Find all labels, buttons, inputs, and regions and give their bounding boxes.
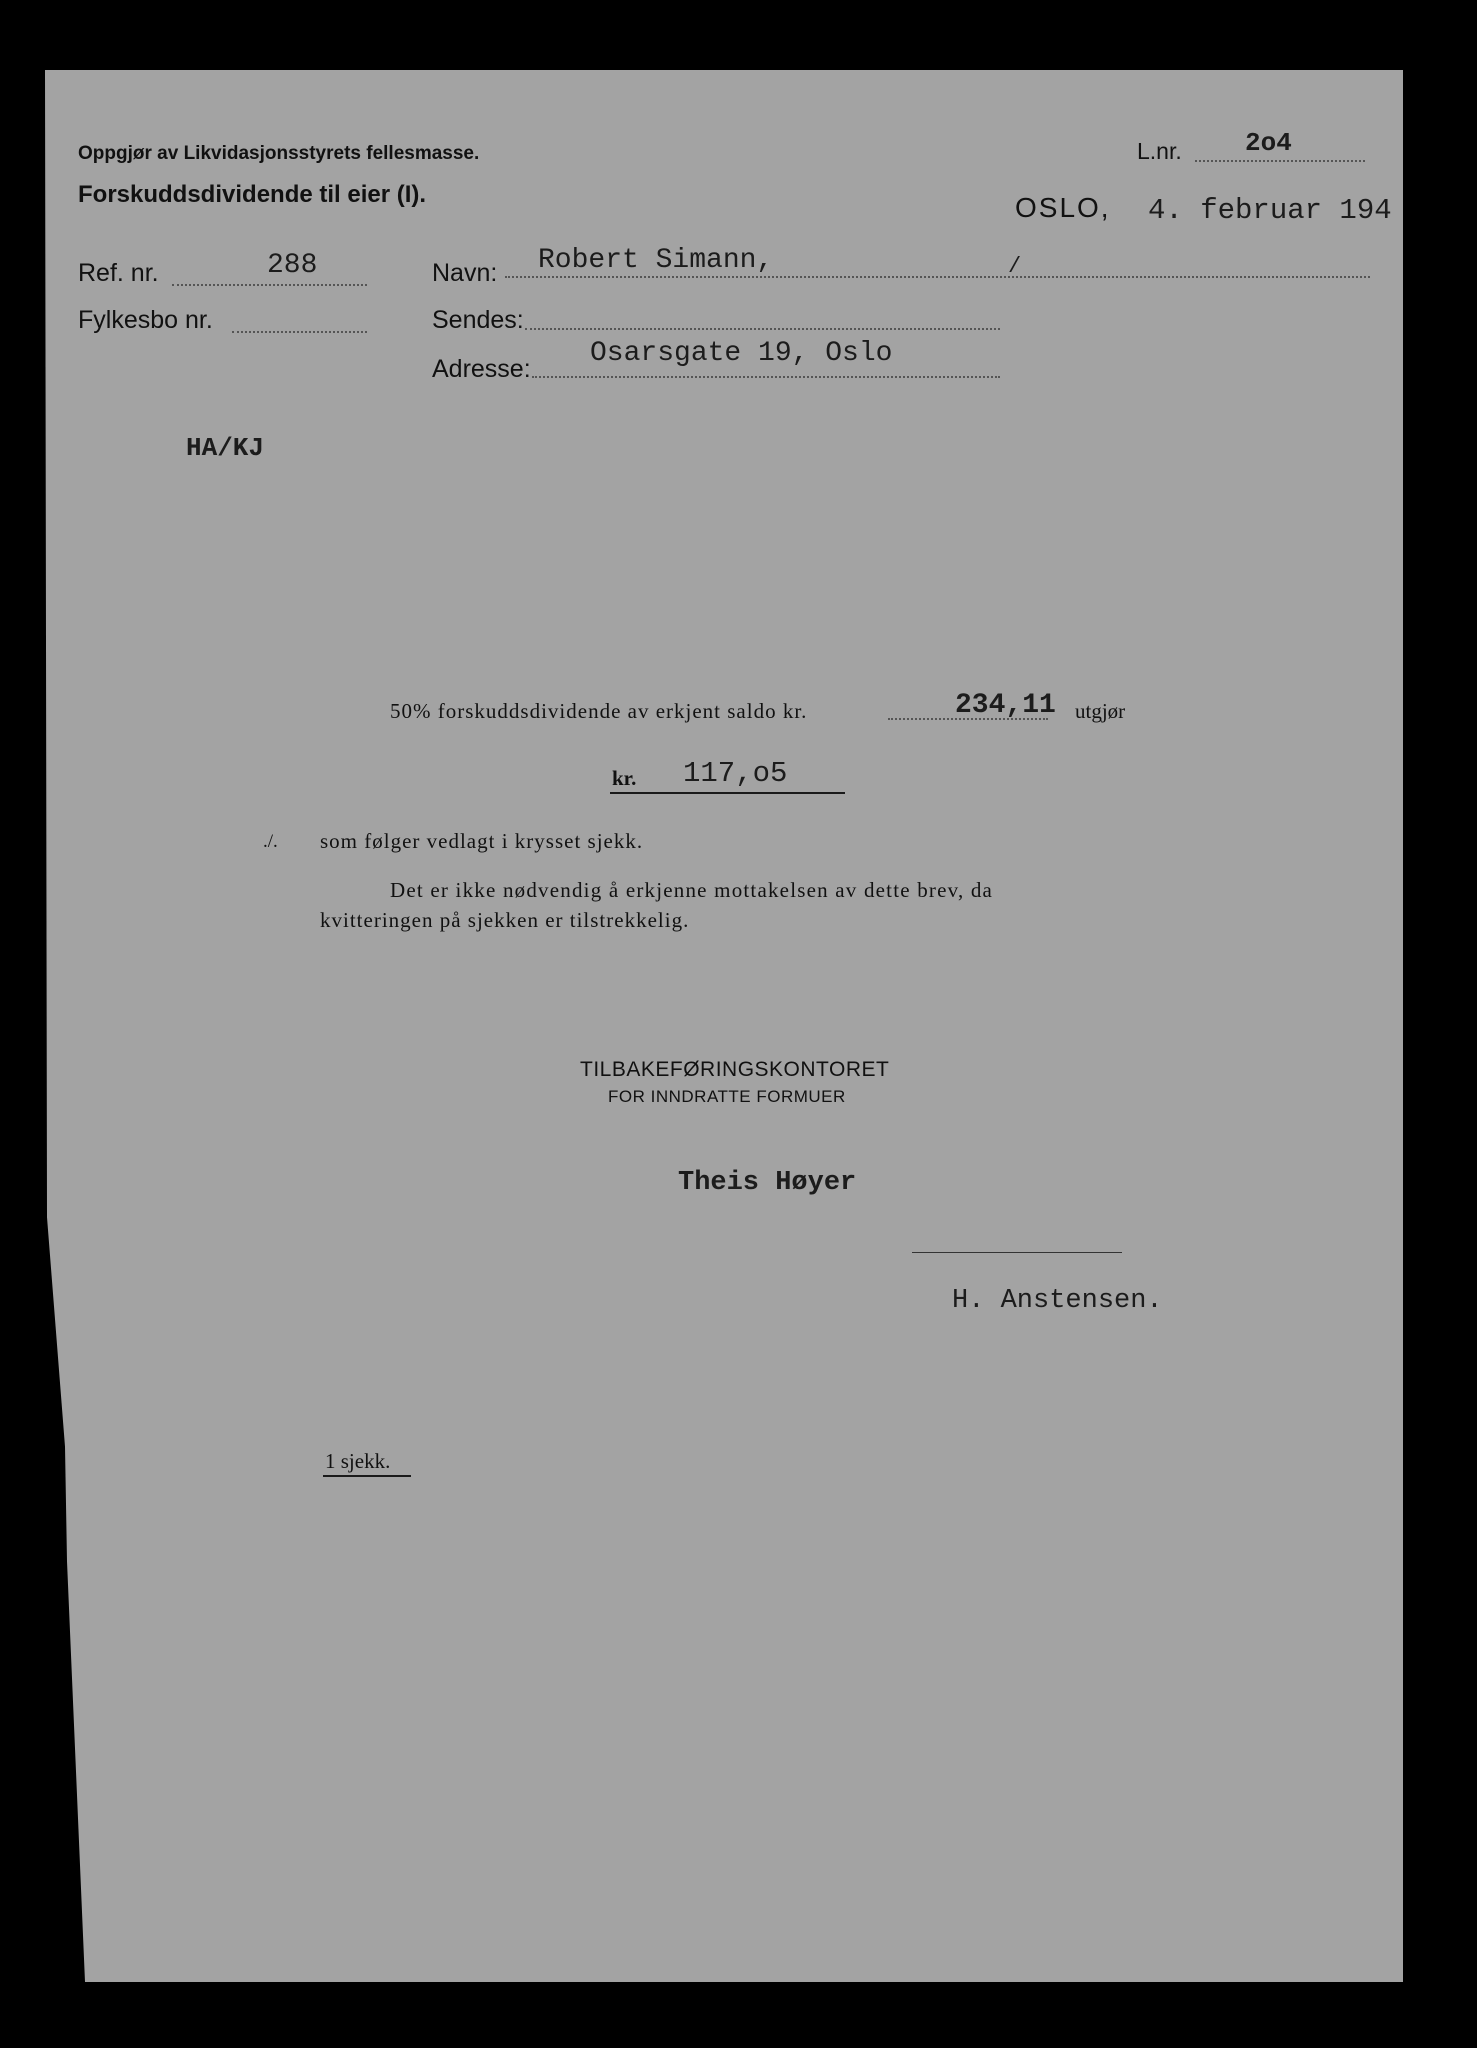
utgjor-label: utgjør: [1075, 699, 1126, 723]
adresse-label: Adresse:: [432, 355, 531, 383]
navn-line: [505, 276, 1370, 278]
sendes-line: [525, 328, 1000, 330]
signature-line: [912, 1252, 1122, 1253]
lnr-line: [1195, 160, 1365, 162]
lnr-label: L.nr.: [1137, 138, 1182, 164]
ref-value: 288: [267, 250, 318, 281]
fylkesbo-label: Fylkesbo nr.: [78, 306, 213, 334]
document-type: Forskuddsdividende til eier (I).: [78, 181, 427, 208]
office-subtitle: FOR INNDRATTE FORMUER: [608, 1087, 846, 1106]
navn-slash: /: [1008, 254, 1022, 279]
city-label: OSLO,: [1015, 192, 1111, 223]
dividend-amount: 117,o5: [683, 757, 788, 790]
navn-label: Navn:: [432, 259, 498, 287]
note-line-1: Det er ikke nødvendig å erkjenne mottakelsen av dette brev, da: [390, 878, 994, 902]
org-line: Oppgjør av Likvidasjonsstyrets fellesmasse.: [78, 143, 480, 164]
kr-label: kr.: [612, 766, 637, 790]
adresse-value: Osarsgate 19, Oslo: [590, 338, 893, 369]
sendes-label: Sendes:: [432, 306, 524, 334]
saldo-amount: 234,11: [955, 690, 1056, 721]
letter-date: 4. februar 194: [1148, 194, 1392, 227]
amount-underline: [610, 792, 845, 794]
ref-line: [172, 284, 367, 286]
note-line-2: kvitteringen på sjekken er tilstrekkelig.: [320, 908, 690, 932]
navn-value: Robert Simann,: [538, 245, 774, 276]
office-name: TILBAKEFØRINGSKONTORET: [580, 1058, 890, 1081]
attachment-underline: [323, 1475, 411, 1477]
adresse-line: [532, 376, 1000, 378]
fylkesbo-line: [232, 331, 367, 333]
enclosure-text: som følger vedlagt i krysset sjekk.: [320, 829, 644, 853]
dividend-line: 50% forskuddsdividende av erkjent saldo kr.: [390, 699, 808, 723]
enclosure-mark: ./.: [263, 831, 278, 852]
lnr-value: 2o4: [1245, 128, 1292, 158]
signer-primary: Theis Høyer: [678, 1168, 857, 1198]
ref-label: Ref. nr.: [78, 259, 159, 287]
signer-secondary: H. Anstensen.: [952, 1286, 1163, 1316]
initials: HA/KJ: [186, 433, 265, 463]
attachment-note: 1 sjekk.: [325, 1449, 391, 1473]
